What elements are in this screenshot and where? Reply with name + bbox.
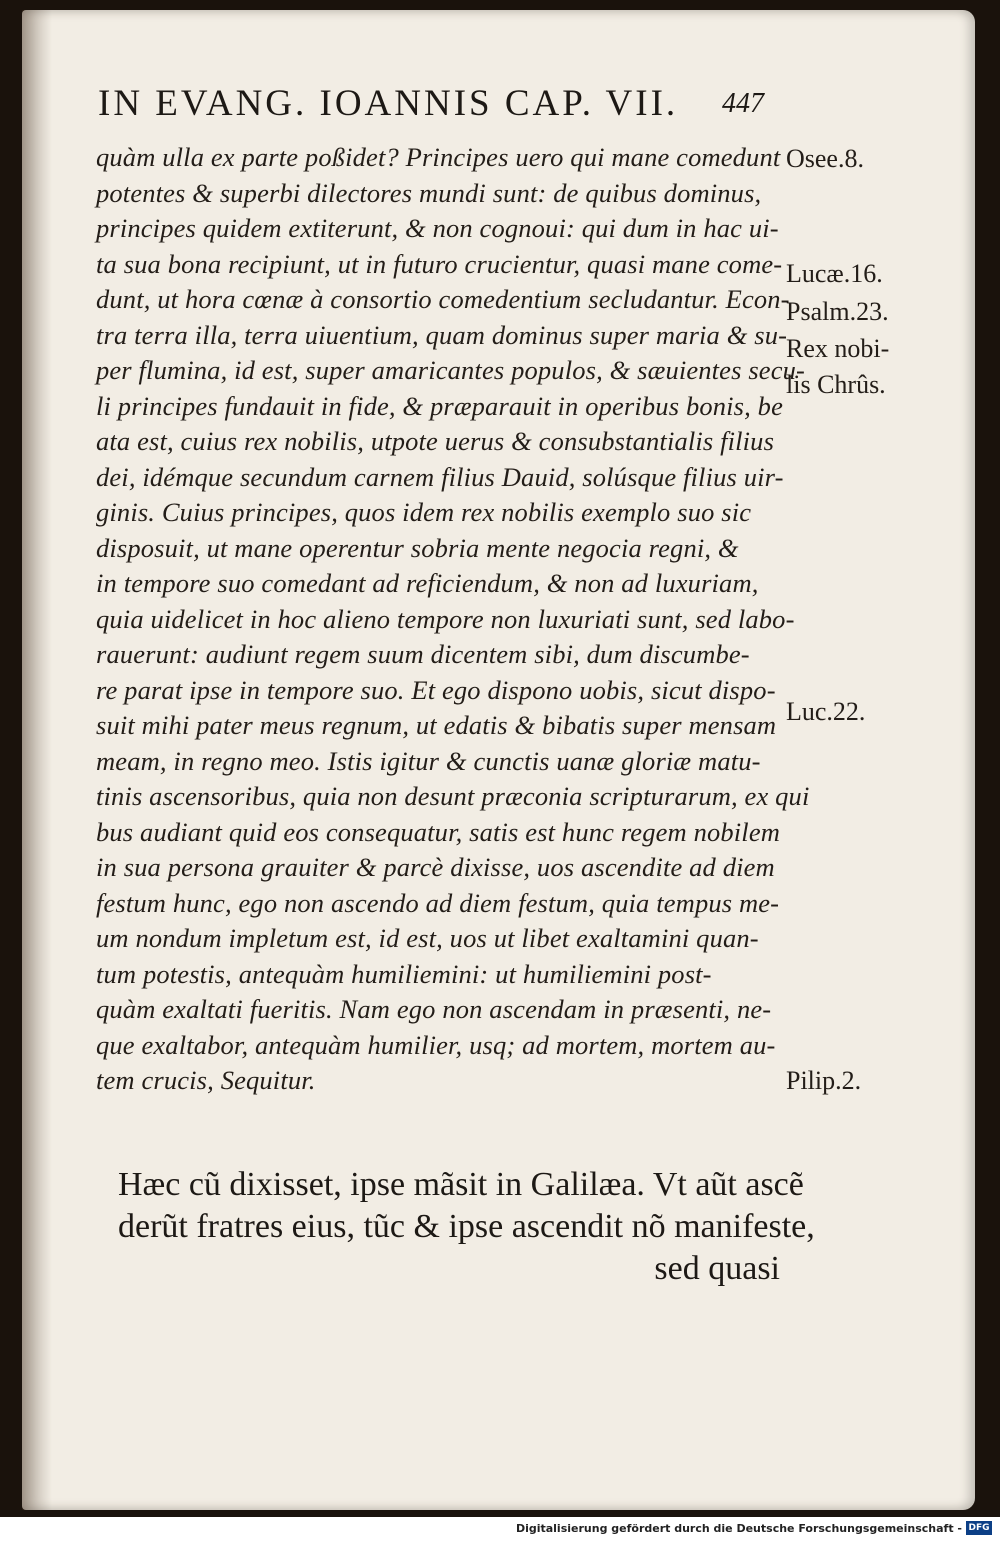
text-line: tinis ascensoribus, quia non desunt præconia scripturarum, ex qui: [96, 781, 810, 811]
margin-note: lis Chrûs.: [786, 370, 886, 399]
margin-note: Luc.22.: [786, 697, 866, 726]
text-line: festum hunc, ego non ascendo ad diem festum, quia tempus me-: [96, 887, 780, 918]
text-line: in sua persona grauiter & parcè dixisse, uos ascendite ad diem: [96, 852, 775, 882]
text-line: quàm exaltati fueritis. Nam ego non ascendam in præsenti, ne-: [96, 994, 772, 1024]
text-line: in tempore suo comedant ad reficiendum, & non ad luxuriam,: [96, 568, 759, 598]
margin-note: Psalm.23.: [786, 297, 889, 326]
text-line: ginis. Cuius principes, quos idem rex nobilis exemplo suo sic: [96, 497, 752, 527]
page-fold-shadow: [22, 10, 52, 1510]
lemma-line: sed quasi: [654, 1250, 780, 1287]
dfg-logo-icon: DFG: [966, 1521, 992, 1535]
text-line: disposuit, ut mane operentur sobria mente negocia regni, &: [96, 532, 739, 563]
text-line: suit mihi pater meus regnum, ut edatis & bibatis super mensam: [96, 710, 777, 740]
footer-bar: [0, 1517, 1000, 1541]
text-line: quia uidelicet in hoc alieno tempore non luxuriati sunt, sed labo-: [96, 603, 795, 634]
text-line: dei, idémque secundum carnem filius Dauid, solúsque filius uir-: [96, 461, 784, 492]
text-line: quàm ulla ex parte poßidet? Principes uero qui mane comedunt: [96, 142, 781, 172]
text-line: re parat ipse in tempore suo. Et ego dispono uobis, sicut dispo-: [96, 674, 776, 705]
margin-note: Lucæ.16.: [786, 259, 883, 288]
body-text: [96, 140, 810, 1099]
text-line: tem crucis, Sequitur.: [96, 1065, 316, 1095]
margin-note: Osee.8.: [786, 144, 864, 173]
text-line: ta sua bona recipiunt, ut in futuro crucientur, quasi mane come-: [96, 248, 783, 279]
funding-notice: Digitalisierung gefördert durch die Deutsche Forschungsgemeinschaft -: [515, 1522, 962, 1535]
text-line: rauerunt: audiunt regem suum dicentem sibi, dum discumbe-: [96, 639, 750, 669]
text-line: ata est, cuius rex nobilis, utpote uerus & consubstantialis filius: [96, 426, 775, 456]
margin-note: Rex nobi-: [786, 334, 890, 363]
text-line: bus audiant quid eos consequatur, satis est hunc regem nobilem: [96, 816, 781, 847]
folio-number: 447: [722, 88, 764, 119]
text-line: um nondum impletum est, id est, uos ut libet exaltamini quan-: [96, 923, 759, 953]
text-line: li principes fundauit in fide, & præparauit in operibus bonis, be: [96, 390, 783, 421]
text-line: meam, in regno meo. Istis igitur & cunctis uanæ gloriæ matu-: [96, 745, 761, 776]
lemma-text: [118, 1164, 815, 1290]
text-line: dunt, ut hora cœnæ à consortio comedentium secludantur. Econ-: [96, 284, 790, 314]
running-head: IN EVANG. IOANNIS CAP. VII.: [98, 83, 679, 124]
lemma-line: derũt fratres eius, tũc & ipse ascendit nõ manifeste,: [118, 1208, 815, 1245]
margin-note: Pilip.2.: [786, 1066, 862, 1095]
text-line: tum potestis, antequàm humiliemini: ut humiliemini post-: [96, 958, 712, 989]
lemma-line: Hæc cũ dixisset, ipse mãsit in Galilæa. Vt aũt ascẽ: [118, 1166, 804, 1203]
text-line: potentes & superbi dilectores mundi sunt: de quibus dominus,: [96, 177, 762, 208]
text-line: tra terra illa, terra uiuentium, quam dominus super maria & su-: [96, 319, 788, 350]
text-line: per flumina, id est, super amaricantes populos, & sæuientes secu-: [96, 355, 805, 385]
text-line: principes quidem extiterunt, & non cognoui: qui dum in hac ui-: [96, 213, 779, 243]
text-line: que exaltabor, antequàm humilier, usq; ad mortem, mortem au-: [96, 1029, 776, 1060]
